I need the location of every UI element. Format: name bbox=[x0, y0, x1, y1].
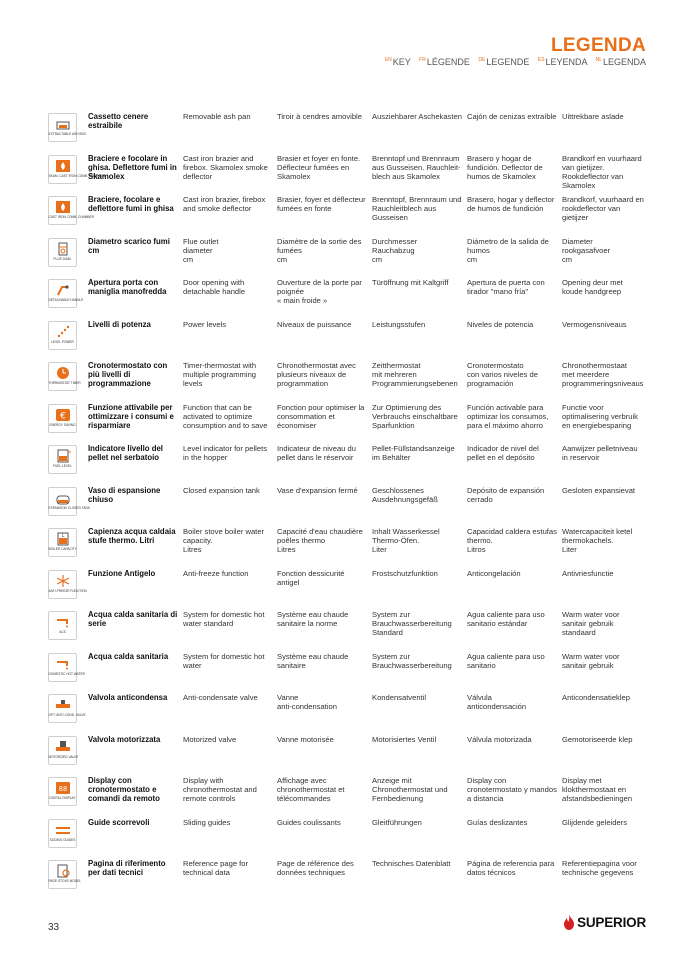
icon-caption: LEVEL POWER bbox=[51, 339, 74, 344]
icon-caption: EXTRACTABLE ASH BOX bbox=[48, 132, 87, 136]
acs-tap-icon bbox=[48, 611, 77, 640]
legend-text-es: Brasero y hogar de fundición. Deflector de humos de Skamolex bbox=[467, 153, 543, 181]
legend-title: LEGENDA bbox=[551, 35, 646, 56]
legend-text-en: System for domestic hot water bbox=[183, 651, 265, 670]
legend-text-nl: Anticondensatieklep bbox=[562, 693, 630, 702]
legend-text-en: Timer-thermostat with multiple programming levels bbox=[183, 361, 257, 388]
legend-text-nl: Brandkorf en vuurhaard van gietijzer. Rookdeflector van Skamolex bbox=[562, 153, 642, 190]
legend-text-fr: Indicateur de niveau du pellet dans le réservoir bbox=[277, 444, 356, 462]
legend-text-it: Apertura porta con maniglia manofredda bbox=[88, 278, 167, 296]
icon-caption: OPT. ANTI-COND. VALVE bbox=[48, 713, 86, 717]
anti-condensation-valve-icon bbox=[48, 694, 86, 723]
legend-text-de: Zur Optimierung des Verbrauchs einschaltbare Sparfunktion bbox=[372, 402, 458, 430]
fuel-level-icon bbox=[48, 445, 77, 474]
icon-caption: FLUE DIAM. bbox=[53, 256, 72, 261]
legend-text-de: Zeitthermostat mit mehreren Programmierungsebenen bbox=[372, 361, 458, 388]
legend-text-fr: Page de référence des données techniques bbox=[277, 859, 354, 877]
legend-row bbox=[48, 112, 648, 154]
icon-caption: ENERGY SAVING bbox=[49, 422, 76, 427]
legend-text-es: Cajón de cenizas extraíble bbox=[467, 112, 557, 121]
legend-text-de: Ausziehbarer Aschekasten bbox=[372, 112, 462, 121]
legend-text-en: Anti-freeze function bbox=[183, 568, 249, 578]
legend-text-en: Flue outlet diameter cm bbox=[183, 236, 219, 264]
legend-text-es: Página de referencia para datos técnicos bbox=[467, 859, 555, 877]
legend-row bbox=[48, 735, 648, 777]
svg-text:88: 88 bbox=[58, 785, 67, 793]
page-number: 33 bbox=[48, 922, 60, 933]
legend-text-it: Acqua calda sanitaria bbox=[88, 651, 169, 661]
legend-text-es: Guías deslizantes bbox=[467, 817, 528, 827]
legend-text-es: Cronotermostato con varios niveles de programación bbox=[467, 361, 538, 388]
legend-text-es: Brasero, hogar y deflector de humos de fundición bbox=[467, 195, 555, 213]
legend-text-it: Diametro scarico fumi cm bbox=[88, 236, 170, 255]
icon-caption: ANTI-FREEZE FUNCTION bbox=[48, 588, 87, 593]
legend-text-en: Display with chronothermostat and remote controls bbox=[183, 776, 257, 803]
legend-text-fr: Brasier et foyer en fonte. Déflecteur fumées en Skamolex bbox=[277, 153, 361, 181]
legend-text-en: Power levels bbox=[183, 319, 227, 329]
legend-text-es: Niveles de potencia bbox=[467, 319, 534, 329]
lang-de: $^{DE}$LEGENDE bbox=[478, 57, 530, 67]
icon-caption: CAST IRON COMB. CHAMBER bbox=[48, 215, 94, 219]
brand-logo: SUPERIOR bbox=[563, 914, 646, 930]
domestic-hot-water-icon bbox=[48, 653, 85, 682]
legend-text-en: Anti-condensate valve bbox=[183, 693, 258, 702]
legend-text-nl: Referentiepagina voor technische gegevens bbox=[562, 859, 637, 877]
legend-text-fr: Guides coulissants bbox=[277, 817, 341, 827]
legend-text-es: Display con cronotermostato y mandos a distancia bbox=[467, 776, 557, 803]
legend-text-es: Agua caliente para uso sanitario estándar bbox=[467, 610, 545, 628]
legend-text-es: Apertura de puerta con tirador "mano fría" bbox=[467, 278, 545, 296]
legend-text-de: Technisches Datenblatt bbox=[372, 859, 451, 868]
legend-text-it: Vaso di espansione chiuso bbox=[88, 485, 161, 504]
legend-row bbox=[48, 237, 648, 279]
legend-text-fr: Diamètre de la sortie des fumées cm bbox=[277, 236, 362, 264]
legend-row bbox=[48, 859, 648, 901]
icon-caption: DETACHABLE HANDLE bbox=[48, 298, 84, 302]
legend-text-nl: Diameter rookgasafvoer cm bbox=[562, 236, 611, 264]
lang-fr: $^{FR}$LÉGENDE bbox=[419, 57, 470, 67]
legend-row bbox=[48, 278, 648, 320]
legend-row bbox=[48, 154, 648, 196]
legend-text-en: Function that can be activated to optimize consumption and to save bbox=[183, 402, 268, 430]
legend-text-nl: Vermogensniveaus bbox=[562, 319, 627, 329]
icon-caption: ACS bbox=[59, 630, 66, 634]
legend-row bbox=[48, 527, 648, 569]
legend-text-de: Gleitführungen bbox=[372, 817, 422, 827]
legend-text-nl: Opening deur met koude handgreep bbox=[562, 278, 623, 296]
expansion-tank-icon bbox=[48, 487, 90, 516]
legend-text-en: Level indicator for pellets in the hopper bbox=[183, 444, 267, 462]
legend-text-es: Depósito de expansión cerrado bbox=[467, 485, 545, 504]
legend-text-en: Cast iron brazier, firebox and smoke deflector bbox=[183, 195, 266, 213]
legend-text-nl: Display met klokthermostaat en afstandsbedieningen bbox=[562, 776, 633, 803]
thermostat-timer-icon bbox=[48, 362, 81, 391]
legend-text-nl: Functie voor optimalisering verbruik en energiebesparing bbox=[562, 402, 638, 430]
legend-text-en: Closed expansion tank bbox=[183, 485, 260, 495]
legend-row bbox=[48, 610, 648, 652]
sliding-guides-icon bbox=[48, 819, 77, 848]
icon-caption: THERMOSTAT TIMER bbox=[48, 381, 81, 385]
legend-text-it: Funzione Antigelo bbox=[88, 568, 156, 578]
power-level-icon bbox=[48, 321, 77, 350]
legend-text-it: Pagina di riferimento per dati tecnici bbox=[88, 859, 166, 877]
legend-text-nl: Warm water voor sanitair gebruik standaard bbox=[562, 610, 620, 637]
legend-row bbox=[48, 320, 648, 362]
legend-text-de: Brenntopf, Brennraum und Rauchleitblech aus Gusseisen bbox=[372, 195, 462, 222]
legend-row bbox=[48, 652, 648, 694]
legend-text-fr: Chronothermostat avec plusieurs niveaux de programmation bbox=[277, 361, 356, 388]
legend-text-it: Livelli di potenza bbox=[88, 319, 151, 329]
icon-caption: EXPANSION CLOSED TANK bbox=[48, 505, 90, 510]
legend-text-de: Pellet-Füllstandsanzeige im Behälter bbox=[372, 444, 455, 462]
legend-row bbox=[48, 403, 648, 445]
legend-text-it: Capienza acqua caldaia stufe thermo. Litri bbox=[88, 527, 176, 545]
legend-row bbox=[48, 776, 648, 818]
legend-text-es: Válvula motorizada bbox=[467, 734, 532, 744]
legend-text-it: Braciere, focolare e deflettore fumi in ghisa bbox=[88, 195, 174, 213]
legend-text-en: Door opening with detachable handle bbox=[183, 278, 246, 296]
lang-en: $^{EN}$KEY bbox=[384, 57, 411, 67]
lang-nl: $^{NL}$LEGENDA bbox=[595, 57, 646, 67]
legend-text-nl: Gesloten expansievat bbox=[562, 485, 636, 495]
legend-text-it: Indicatore livello del pellet nel serbatoio bbox=[88, 444, 163, 462]
legend-text-it: Cassetto cenere estraibile bbox=[88, 112, 149, 130]
boiler-capacity-icon bbox=[48, 528, 77, 557]
icon-caption: PAGE STOVE MODEL bbox=[48, 879, 81, 883]
skamolex-brazier-icon bbox=[48, 155, 105, 184]
legend-text-fr: Système eau chaude sanitaire la norme bbox=[277, 610, 349, 628]
legend-row bbox=[48, 195, 648, 237]
icon-caption: FUEL LEVEL bbox=[53, 464, 72, 468]
legend-text-en: Removable ash pan bbox=[183, 112, 251, 121]
legend-row bbox=[48, 444, 648, 486]
legend-text-fr: Affichage avec chronothermostat et télécommandes bbox=[277, 776, 345, 803]
legend-text-es: Válvula anticondensación bbox=[467, 693, 527, 711]
legend-text-fr: Brasier, foyer et déflecteur fumées en fonte bbox=[277, 195, 366, 213]
legend-text-de: Anzeige mit Chronothermostat und Fernbedienung bbox=[372, 776, 448, 803]
legend-text-fr: Vanne motorisée bbox=[277, 734, 334, 744]
legend-text-de: Frostschutzfunktion bbox=[372, 568, 438, 578]
legend-text-en: System for domestic hot water standard bbox=[183, 610, 265, 628]
legend-text-nl: Antivriesfunctie bbox=[562, 568, 614, 578]
legend-text-en: Boiler stove boiler water capacity. Litres bbox=[183, 527, 265, 554]
anti-freeze-icon bbox=[48, 570, 87, 599]
legend-text-it: Funzione attivabile per ottimizzare i consumi e risparmiare bbox=[88, 402, 174, 430]
legend-text-de: Inhalt Wasserkessel Thermo-Öfen. Liter bbox=[372, 527, 440, 554]
legend-text-es: Anticongelación bbox=[467, 568, 521, 578]
legend-text-it: Valvola anticondensa bbox=[88, 693, 168, 702]
legend-row bbox=[48, 486, 648, 528]
cast-iron-brazier-icon bbox=[48, 196, 94, 225]
legend-text-de: Durchmesser Rauchabzug cm bbox=[372, 236, 418, 264]
legend-text-it: Valvola motorizzata bbox=[88, 734, 161, 744]
legend-text-en: Motorized valve bbox=[183, 734, 237, 744]
svg-text:€: € bbox=[59, 411, 66, 421]
icon-caption: DIGITAL DISPLAY bbox=[49, 796, 76, 800]
legend-text-nl: Uittrekbare aslade bbox=[562, 112, 624, 121]
reference-page-icon bbox=[48, 860, 81, 889]
legend-text-en: Reference page for technical data bbox=[183, 859, 249, 877]
legend-text-nl: Gemotoriseerde klep bbox=[562, 734, 633, 744]
legend-text-es: Agua caliente para uso sanitario bbox=[467, 651, 545, 670]
legend-text-nl: Glijdende geleiders bbox=[562, 817, 628, 827]
icon-caption: DOMESTIC HOT WATER bbox=[48, 671, 85, 676]
ash-box-icon bbox=[48, 113, 87, 142]
flame-logo-icon bbox=[563, 914, 575, 930]
legend-text-es: Función activable para optimizar los consumos, para el máximo ahorro bbox=[467, 402, 549, 430]
legend-table bbox=[48, 112, 648, 901]
legend-row bbox=[48, 818, 648, 860]
legend-text-fr: Niveaux de puissance bbox=[277, 319, 352, 329]
legend-text-fr: Vase d'expansion fermé bbox=[277, 485, 358, 495]
legend-text-it: Guide scorrevoli bbox=[88, 817, 150, 827]
legend-text-nl: Watercapaciteit ketel thermokachels. Liter bbox=[562, 527, 633, 554]
legend-text-it: Display con cronotermostato e comandi da remoto bbox=[88, 776, 160, 803]
legend-text-de: System zur Brauchwasserbereitung Standard bbox=[372, 610, 452, 637]
legend-row bbox=[48, 693, 648, 735]
legend-text-en: Cast iron brazier and firebox. Skamolex smoke deflector bbox=[183, 153, 268, 181]
legend-text-fr: Capacité d'eau chaudière poêles thermo Litres bbox=[277, 527, 363, 554]
legend-text-nl: Brandkorf, vuurhaard en rookdeflector van gietijzer bbox=[562, 195, 644, 222]
motorized-valve-icon bbox=[48, 736, 77, 765]
legend-text-de: Brenntopf und Brennraum aus Gusseisen. Rauchleit-blech aus Skamolex bbox=[372, 153, 461, 181]
legend-text-fr: Ouverture de la porte par poignée « main froide » bbox=[277, 278, 362, 305]
legend-text-fr: Vanne anti-condensation bbox=[277, 693, 337, 711]
legend-text-nl: Aanwijzer pelletniveau in reservoir bbox=[562, 444, 638, 462]
legend-text-de: Türöffnung mit Kaltgriff bbox=[372, 278, 449, 287]
legend-text-de: Kondensatventil bbox=[372, 693, 427, 702]
lang-es: $^{ES}$LEYENDA bbox=[537, 57, 588, 67]
digital-display-icon bbox=[48, 777, 77, 806]
flue-diameter-icon bbox=[48, 238, 77, 267]
language-labels bbox=[379, 57, 646, 67]
legend-text-de: Motorisiertes Ventil bbox=[372, 734, 437, 744]
legend-text-fr: Fonction dessicurité antigel bbox=[277, 568, 345, 587]
energy-saving-icon bbox=[48, 404, 77, 433]
legend-text-nl: Warm water voor sanitair gebruik bbox=[562, 651, 620, 670]
legend-text-it: Acqua calda sanitaria di serie bbox=[88, 610, 178, 628]
legend-row bbox=[48, 569, 648, 611]
legend-text-de: Geschlossenes Ausdehnungsgefäß bbox=[372, 485, 438, 504]
legend-text-es: Diámetro de la salida de humos cm bbox=[467, 236, 549, 264]
svg-text:L: L bbox=[61, 533, 64, 539]
icon-caption: BOILER CAPACITY bbox=[48, 547, 77, 551]
legend-text-de: Leistungsstufen bbox=[372, 319, 426, 329]
legend-text-it: Cronotermostato con più livelli di programmazione bbox=[88, 361, 168, 388]
legend-text-fr: Système eau chaude sanitaire bbox=[277, 651, 349, 670]
icon-caption: SKAM. CAST IRON COMB. CHAMBER bbox=[48, 173, 105, 178]
legend-text-fr: Fonction pour optimiser la consommation et économiser bbox=[277, 402, 365, 430]
legend-row bbox=[48, 361, 648, 403]
detachable-handle-icon bbox=[48, 279, 84, 308]
legend-text-nl: Chronothermostaat met meerdere programmeringsniveaus bbox=[562, 361, 644, 388]
icon-caption: MOTORIZED VALVE bbox=[48, 754, 79, 759]
legend-text-en: Sliding guides bbox=[183, 817, 231, 827]
legend-text-it: Braciere e focolare in ghisa. Deflettore fumi in Skamolex bbox=[88, 153, 177, 181]
icon-caption: SLIDING GUIDES bbox=[49, 837, 76, 842]
legend-text-fr: Tiroir à cendres amovible bbox=[277, 112, 362, 121]
legend-text-es: Indicador de nivel del pellet en el depósito bbox=[467, 444, 539, 462]
legend-text-es: Capacidad caldera estufas thermo. Litros bbox=[467, 527, 557, 554]
legend-text-de: System zur Brauchwasserbereitung bbox=[372, 651, 452, 670]
